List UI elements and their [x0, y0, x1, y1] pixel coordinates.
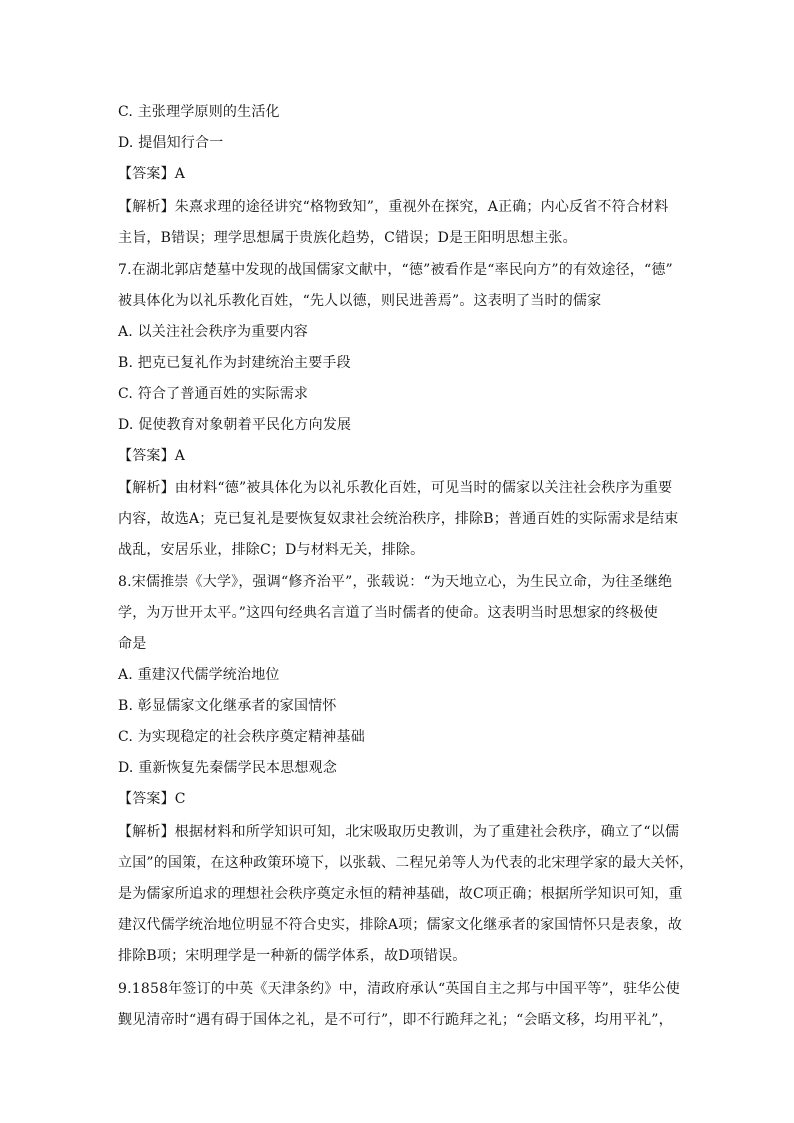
q8-option-d: D. 重新恢复先秦儒学民本思想观念 — [118, 760, 338, 776]
q8-stem-line: 命是 — [118, 636, 147, 652]
q7-answer: 【答案】A — [118, 448, 186, 464]
q8-answer: 【答案】C — [118, 791, 186, 807]
q8-option-a: A. 重建汉代儒学统治地位 — [118, 667, 280, 683]
q8-analysis-line: 建汉代儒学统治地位明显不符合史实，排除A项；儒家文化继承者的家国情怀只是表象，故 — [118, 917, 683, 933]
q8-option-c: C. 为实现稳定的社会秩序奠定精神基础 — [118, 729, 365, 745]
q6-answer: 【答案】A — [118, 166, 186, 182]
q8-analysis-line: 是为儒家所追求的理想社会秩序奠定永恒的精神基础，故C项正确；根据所学知识可知，重 — [118, 886, 683, 902]
q9-stem-line: 9.1858年签订的中英《天津条约》中，清政府承认“英国自主之邦与中国平等”，驻华公使 — [118, 981, 680, 997]
q7-stem-line: 7.在湖北郭店楚墓中发现的战国儒家文献中，“德”被看作是“率民向方”的有效途径，“德” — [118, 262, 673, 278]
q6-option-d: D. 提倡知行合一 — [118, 135, 224, 151]
q7-option-a: A. 以关注社会秩序为重要内容 — [118, 324, 309, 340]
q8-stem-line: 学，为万世开太平。”这四句经典名言道了当时儒者的使命。这表明当时思想家的终极使 — [118, 605, 658, 621]
q7-analysis-line: 【解析】由材料“德”被具体化为以礼乐教化百姓，可见当时的儒家以关注社会秩序为重要 — [118, 480, 673, 496]
q7-stem-line: 被具体化为以礼乐教化百姓，“先人以德，则民进善焉”。这表明了当时的儒家 — [118, 293, 602, 309]
q7-analysis-line: 内容，故选A；克已复礼是要恢复奴隶社会统治秩序，排除B；普通百姓的实际需求是结束 — [118, 511, 679, 527]
q7-option-b: B. 把克已复礼作为封建统治主要手段 — [118, 355, 351, 371]
q8-option-b: B. 彰显儒家文化继承者的家国情怀 — [118, 698, 337, 714]
q8-analysis-line: 【解析】根据材料和所学知识可知，北宋吸取历史教训，为了重建社会秩序，确立了“以儒 — [118, 824, 680, 840]
q6-analysis-line: 主旨，B错误；理学思想属于贵族化趋势，C错误；D是王阳明思想主张。 — [118, 230, 577, 246]
q6-option-c: C. 主张理学原则的生活化 — [118, 104, 280, 120]
q8-stem-line: 8.宋儒推崇《大学》，强调“修齐治平”，张载说：“为天地立心，为生民立命，为往圣继绝 — [118, 574, 673, 590]
q7-option-d: D. 促使教育对象朝着平民化方向发展 — [118, 417, 352, 433]
q6-analysis-line: 【解析】朱熹求理的途径讲究“格物致知”，重视外在探究，A正确；内心反省不符合材料 — [118, 199, 669, 215]
q9-stem-line: 觐见清帝时“遇有碍于国体之礼，是不可行”，即不行跪拜之礼；“会晤文移，均用平礼”， — [118, 1012, 673, 1028]
q7-option-c: C. 符合了普通百姓的实际需求 — [118, 386, 309, 402]
q8-analysis-line: 排除B项；宋明理学是一种新的儒学体系，故D项错误。 — [118, 948, 467, 964]
q8-analysis-line: 立国”的国策，在这种政策环境下，以张载、二程兄弟等人为代表的北宋理学家的最大关怀， — [118, 855, 694, 871]
q7-analysis-line: 战乱，安居乐业，排除C；D与材料无关，排除。 — [118, 542, 425, 558]
